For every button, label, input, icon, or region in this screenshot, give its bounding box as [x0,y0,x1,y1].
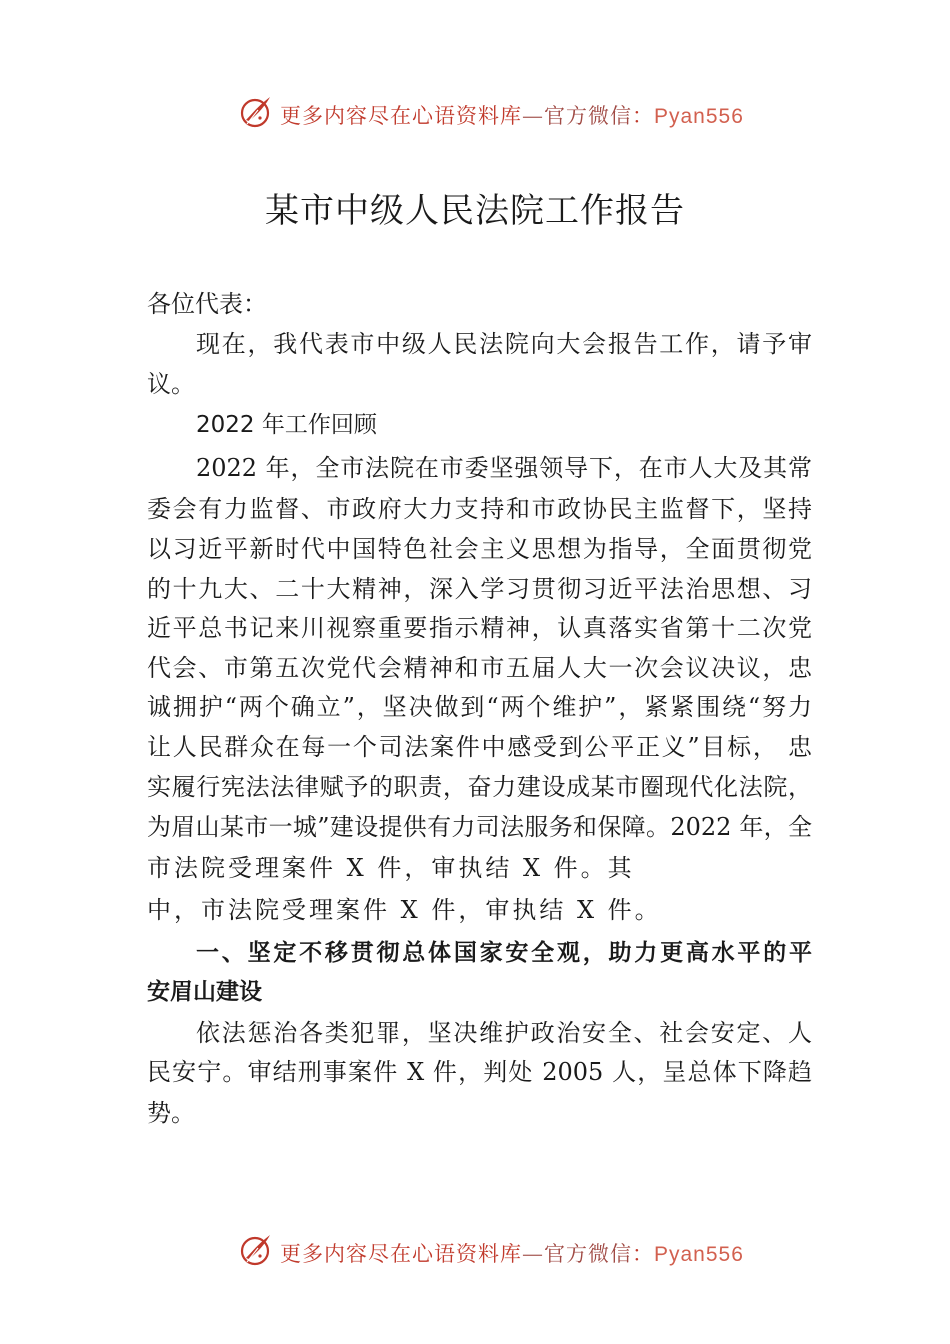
paragraph-line: 中，市法院受理案件 X 件，审执结 X 件。 [147,896,662,924]
paragraph-line: 市法院受理案件 X 件，审执结 X 件。其 [147,854,635,882]
watermark-prefix: 更多内容尽在心语资料库 [280,1242,522,1266]
paragraph-line: 以习近平新时代中国特色社会主义思想为指导，全面贯彻党 [147,535,812,563]
paragraph-line: 诚拥护“两个确立”，坚决做到“两个维护”，紧紧围绕“努力 [147,693,812,721]
intro-line: 议。 [147,370,195,398]
document-title: 某市中级人民法院工作报告 [265,191,685,231]
paragraph-line: 民安宁。审结刑事案件 X 件，判处 2005 人，呈总体下降趋 [147,1058,812,1086]
watermark-prefix: 更多内容尽在心语资料库 [280,104,522,128]
paragraph-line: 代会、市第五次党代会精神和市五届人大一次会议决议，忠 [147,654,812,682]
paragraph-line: 委会有力监督、市政府大力支持和市政协民主监督下，坚持 [147,495,812,523]
section-heading: 安眉山建设 [147,979,262,1005]
watermark-wechat-id: Pyan556 [654,105,744,128]
paragraph-line: 近平总书记来川视察重要指示精神，认真落实省第十二次党 [147,614,812,642]
paragraph-line: 2022 年，全市法院在市委坚强领导下，在市人大及其常 [196,454,812,482]
watermark-header [0,90,950,140]
salutation: 各位代表： [147,290,267,318]
paragraph-line: 势。 [147,1099,195,1127]
paragraph-line: 为眉山某市一城”建设提供有力司法服务和保障。2022 年，全 [147,813,812,841]
section-heading: 一、坚定不移贯彻总体国家安全观，助力更高水平的平 [196,940,812,966]
watermark-separator: — [522,104,544,128]
quill-logo-icon [238,1232,274,1268]
paragraph-line: 让人民群众在每一个司法案件中感受到公平正义”目标， 忠 [147,733,812,761]
watermark-colon: ： [632,1242,654,1266]
watermark-colon: ： [632,104,654,128]
intro-line: 现在，我代表市中级人民法院向大会报告工作，请予审 [196,330,812,358]
watermark-wechat-label: 官方微信 [544,1242,632,1266]
paragraph-line: 的十九大、二十大精神，深入学习贯彻习近平法治思想、习 [147,575,812,603]
watermark-footer [0,1228,950,1278]
paragraph-line: 实履行宪法法律赋予的职责，奋力建设成某市圈现代化法院， [147,773,812,801]
watermark-wechat-label: 官方微信 [544,104,632,128]
review-heading: 2022 年工作回顾 [196,412,377,438]
watermark-wechat-id: Pyan556 [654,1243,744,1266]
paragraph-line: 依法惩治各类犯罪，坚决维护政治安全、社会安定、人 [196,1019,812,1047]
watermark-separator: — [522,1242,544,1266]
quill-logo-icon [238,94,274,130]
